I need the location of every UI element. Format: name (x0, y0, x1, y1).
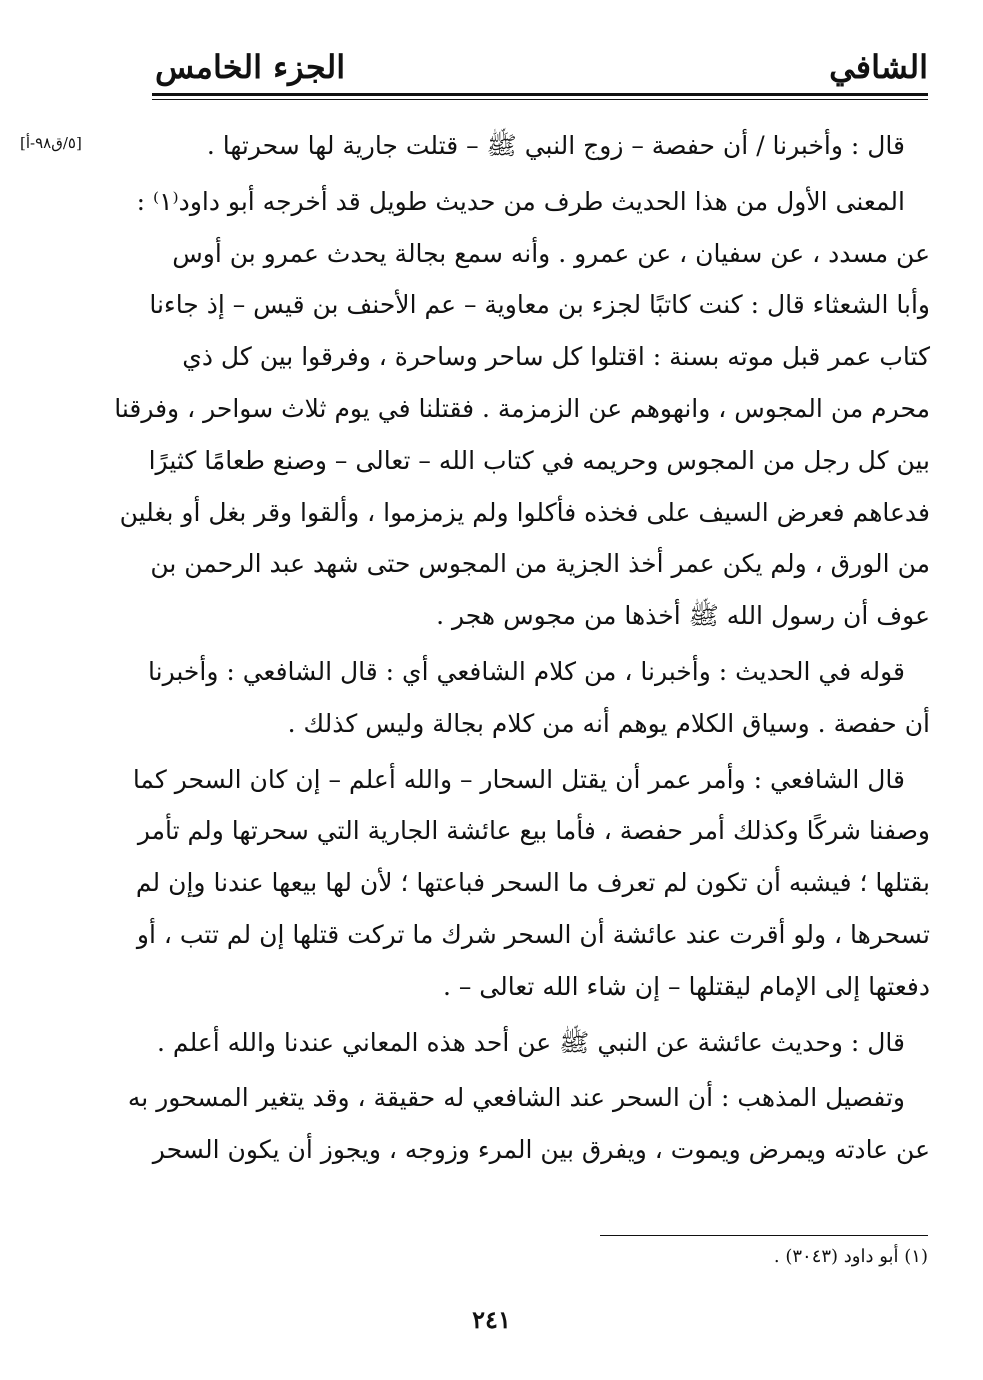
text-line: فدعاهم فعرض السيف على فخذه فأكلوا ولم يزمزموا ، وألقوا وقر بغل أو بغلين (119, 497, 930, 527)
text-line: بين كل رجل من المجوس وحريمه في كتاب الله – تعالى – وصنع طعامًا كثيرًا (148, 445, 930, 475)
text-line: دفعتها إلى الإمام ليقتلها – إن شاء الله تعالى – . (442, 971, 930, 1001)
text-line: قال : وأخبرنا / أن حفصة – زوج النبي ﷺ – قتلت جارية لها سحرتها . (206, 131, 905, 160)
footnote: (١) أبو داود (٣٠٤٣) . (773, 1246, 928, 1267)
text-line: وأبا الشعثاء قال : كنت كاتبًا لجزء بن معاوية – عم الأحنف بن قيس – إذ جاءنا (149, 290, 930, 320)
text-line: وصفنا شركًا وكذلك أمر حفصة ، فأما بيع عائشة الجارية التي سحرتها ولم تأمر (137, 816, 930, 846)
header-rule-thin (152, 99, 928, 100)
paragraph (127, 1072, 930, 1176)
text-line: قوله في الحديث : وأخبرنا ، من كلام الشافعي أي : قال الشافعي : وأخبرنا (148, 656, 905, 686)
paragraph (148, 646, 930, 750)
text-line: وتفصيل المذهب : أن السحر عند الشافعي له حقيقة ، وقد يتغير المسحور به (127, 1083, 905, 1113)
text-line: بقتلها ؛ فيشبه أن تكون لم تعرف ما السحر فباعتها ؛ لأن لها بيعها عندنا وإن لم (135, 868, 930, 898)
text-line: المعنى الأول من هذا الحديث طرف من حديث طويل قد أخرجه أبو داود⁽١⁾ : (136, 186, 905, 216)
page-number: ٢٤١ (472, 1305, 511, 1334)
book-title-header: الشافي (829, 48, 928, 86)
manuscript-margin-note: [٥/ق٩٨-أ] (20, 134, 82, 152)
text-line: قال : وحديث عائشة عن النبي ﷺ عن أحد هذه المعاني عندنا والله أعلم . (157, 1027, 905, 1057)
paragraph (148, 120, 930, 172)
text-line: كتاب عمر قبل موته بسنة : اقتلوا كل ساحر وساحرة ، وفرقوا بين كل ذي (182, 342, 930, 372)
text-line: عوف أن رسول الله ﷺ أخذها من مجوس هجر . (436, 601, 930, 631)
volume-header: الجزء الخامس (155, 48, 346, 86)
text-line: من الورق ، ولم يكن عمر أخذ الجزية من المجوس حتى شهد عبد الرحمن بن (150, 549, 930, 579)
footnote-divider (600, 1235, 928, 1236)
main-text (114, 120, 930, 1180)
text-line: عن عادته ويمرض ويموت ، ويفرق بين المرء وزوجه ، ويجوز أن يكون السحر (152, 1135, 930, 1165)
paragraph (148, 1017, 930, 1069)
text-line: أن حفصة . وسياق الكلام يوهم أنه من كلام بجالة وليس كذلك . (287, 708, 930, 738)
paragraph (132, 754, 930, 1013)
paragraph (114, 176, 930, 642)
text-line: عن مسدد ، عن سفيان ، عن عمرو . وأنه سمع بجالة يحدث عمرو بن أوس (172, 238, 930, 268)
text-line: تسحرها ، ولو أقرت عند عائشة أن السحر شرك ما تركت قتلها إن لم تتب ، أو (136, 919, 930, 949)
text-line: محرم من المجوس ، وانهوهم عن الزمزمة . فقتلنا في يوم ثلاث سواحر ، وفرقنا (114, 393, 930, 423)
text-line: قال الشافعي : وأمر عمر أن يقتل السحار – والله أعلم – إن كان السحر كما (132, 764, 905, 794)
header-rule-thick (152, 93, 928, 96)
